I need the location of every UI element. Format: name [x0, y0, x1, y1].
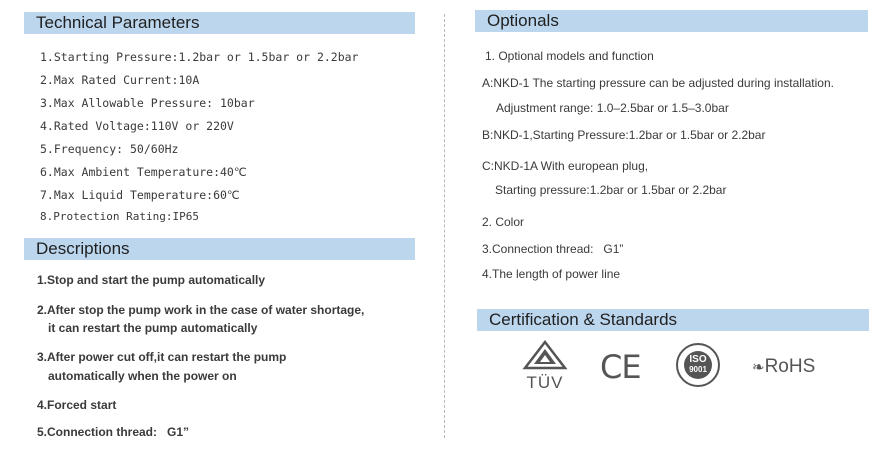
tech-item-rated-voltage: 4.Rated Voltage:110V or 220V [40, 119, 234, 133]
desc-item-3: 3.After power cut off,it can restart the pump [37, 350, 287, 364]
tuv-triangle-icon [520, 340, 570, 370]
iso-number: 9001 [689, 365, 707, 374]
technical-parameters-header [24, 12, 415, 34]
iso-logo [675, 342, 721, 388]
opt-item-c: C:NKD-1A With european plug, [482, 159, 649, 173]
opt-item-power-line: 4.The length of power line [482, 267, 621, 281]
opt-item-color: 2. Color [482, 215, 525, 229]
optionals-header [475, 10, 868, 32]
ce-mark: CE [600, 348, 641, 386]
opt-item-models: 1. Optional models and function [485, 49, 654, 63]
opt-item-c-pressure: Starting pressure:1.2bar or 1.5bar or 2.2bar [495, 183, 727, 197]
tech-item-liquid-temperature: 7.Max Liquid Temperature:60℃ [40, 188, 240, 202]
desc-item-1: 1.Stop and start the pump automatically [37, 273, 266, 287]
desc-item-2-cont: it can restart the pump automatically [48, 321, 258, 335]
rohs-label: RoHS [764, 356, 816, 377]
tech-item-protection-rating: 8.Protection Rating:IP65 [40, 210, 199, 223]
tech-item-ambient-temperature: 6.Max Ambient Temperature:40℃ [40, 165, 247, 179]
opt-item-b: B:NKD-1,Starting Pressure:1.2bar or 1.5bar or 2.2bar [482, 128, 766, 142]
descriptions-header [24, 238, 415, 260]
tuv-logo [520, 340, 570, 392]
desc-item-3-cont: automatically when the power on [48, 369, 237, 383]
opt-item-a-range: Adjustment range: 1.0–2.5bar or 1.5–3.0bar [496, 101, 729, 115]
tech-item-frequency: 5.Frequency: 50/60Hz [40, 142, 179, 156]
descriptions-title: Descriptions [36, 239, 130, 258]
optionals-title: Optionals [487, 11, 559, 30]
desc-item-4: 4.Forced start [37, 398, 117, 412]
rohs-logo [752, 356, 832, 380]
tech-item-starting-pressure: 1.Starting Pressure:1.2bar or 1.5bar or 2.2bar [40, 50, 359, 64]
technical-parameters-title: Technical Parameters [36, 13, 200, 32]
iso-label: ISO [689, 354, 707, 365]
certification-title: Certification & Standards [489, 310, 678, 329]
opt-item-a: A:NKD-1 The starting pressure can be adjusted during installation. [482, 76, 834, 90]
rohs-leaf-icon: ❧ [752, 359, 765, 376]
tech-item-rated-current: 2.Max Rated Current:10A [40, 73, 200, 87]
ce-logo [600, 348, 646, 384]
column-divider [444, 14, 445, 438]
tech-item-allowable-pressure: 3.Max Allowable Pressure: 10bar [40, 96, 255, 110]
opt-item-thread: 3.Connection thread: G1” [482, 242, 624, 256]
desc-item-2: 2.After stop the pump work in the case of water shortage, [37, 303, 365, 317]
desc-item-5: 5.Connection thread: G1” [37, 425, 190, 439]
tuv-label: TÜV [526, 373, 564, 392]
certification-header [477, 309, 869, 331]
